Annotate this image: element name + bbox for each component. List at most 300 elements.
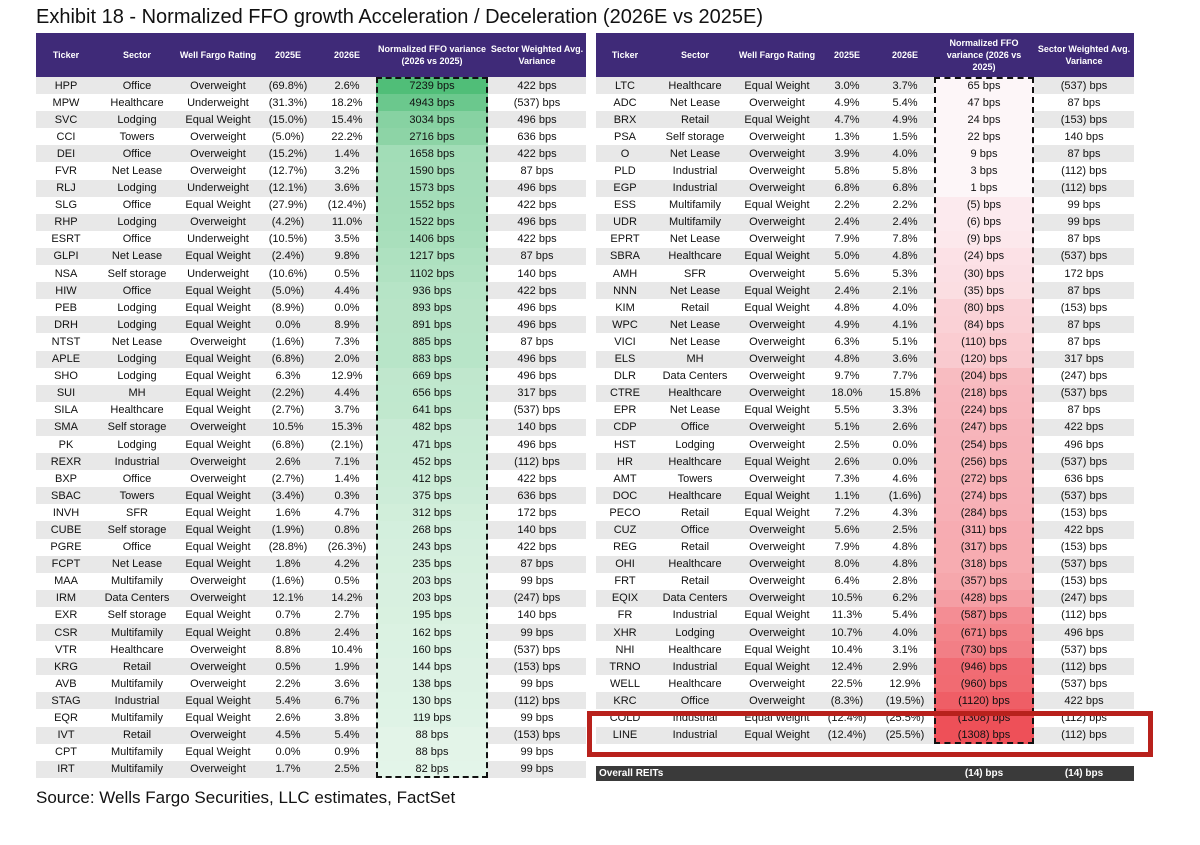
- variance-cell: 22 bps: [934, 128, 1034, 145]
- table-row: [36, 351, 586, 368]
- rating-cell: Equal Weight: [744, 113, 810, 126]
- rating-cell: Equal Weight: [744, 660, 810, 673]
- rating-cell: Overweight: [190, 592, 246, 605]
- 2025e-cell: (8.3%): [830, 694, 864, 707]
- 2026e-cell: 2.0%: [334, 353, 360, 366]
- 2025e-cell: (12.7%): [268, 165, 308, 178]
- variance-cell: 3034 bps: [376, 111, 488, 128]
- ticker-cell: O: [620, 147, 630, 160]
- rating-cell: Equal Weight: [185, 284, 251, 297]
- variance-cell: 1552 bps: [376, 197, 488, 214]
- table-row: [36, 641, 586, 658]
- variance-cell: 160 bps: [376, 641, 488, 658]
- table-row: [596, 333, 1134, 350]
- sector-cell: Multifamily: [111, 712, 163, 725]
- 2025e-cell: 0.0%: [275, 746, 301, 759]
- 2026e-cell: 7.1%: [334, 455, 360, 468]
- sector-cell: Multifamily: [111, 677, 163, 690]
- sector-avg-cell: 422 bps: [1064, 694, 1104, 707]
- sector-avg-cell: 636 bps: [517, 489, 557, 502]
- sector-avg-cell: (153) bps: [1060, 301, 1108, 314]
- variance-cell: 119 bps: [376, 709, 488, 726]
- 2026e-cell: 5.1%: [892, 335, 918, 348]
- rating-cell: Overweight: [749, 182, 805, 195]
- variance-cell: 82 bps: [376, 761, 488, 778]
- rating-cell: Overweight: [749, 592, 805, 605]
- 2025e-cell: (31.3%): [268, 96, 308, 109]
- rating-cell: Overweight: [190, 763, 246, 776]
- rating-cell: Overweight: [190, 79, 246, 92]
- rating-cell: Overweight: [749, 318, 805, 331]
- table-row: [36, 658, 586, 675]
- table-row: [596, 368, 1134, 385]
- ticker-cell: MAA: [54, 575, 78, 588]
- variance-cell: (960) bps: [934, 675, 1034, 692]
- variance-cell: (1308) bps: [934, 709, 1034, 726]
- variance-cell: 2716 bps: [376, 128, 488, 145]
- 2026e-cell: 4.4%: [334, 387, 360, 400]
- variance-cell: 243 bps: [376, 539, 488, 556]
- table-row: [596, 658, 1134, 675]
- rating-cell: Overweight: [190, 165, 246, 178]
- rating-cell: Equal Weight: [185, 404, 251, 417]
- table-row: [596, 197, 1134, 214]
- 2026e-cell: 2.2%: [892, 199, 918, 212]
- ticker-cell: WELL: [610, 677, 640, 690]
- ticker-cell: APLE: [51, 353, 81, 366]
- sector-cell: Lodging: [117, 318, 157, 331]
- 2026e-cell: 2.9%: [892, 660, 918, 673]
- variance-cell: 47 bps: [934, 94, 1034, 111]
- sector-cell: Multifamily: [111, 575, 163, 588]
- 2026e-cell: 1.9%: [334, 660, 360, 673]
- 2026e-cell: (25.5%): [885, 712, 925, 725]
- 2026e-cell: 10.4%: [331, 643, 363, 656]
- sector-avg-cell: 496 bps: [517, 318, 557, 331]
- variance-cell: (35) bps: [934, 282, 1034, 299]
- ticker-cell: HIW: [55, 284, 77, 297]
- sector-avg-cell: 496 bps: [517, 370, 557, 383]
- 2026e-cell: 15.3%: [331, 421, 363, 434]
- table-row: [36, 521, 586, 538]
- 2025e-cell: 4.8%: [834, 353, 860, 366]
- rating-cell: Equal Weight: [185, 694, 251, 707]
- variance-cell: 24 bps: [934, 111, 1034, 128]
- rating-cell: Overweight: [749, 523, 805, 536]
- ticker-cell: BRX: [613, 113, 637, 126]
- variance-cell: (24) bps: [934, 248, 1034, 265]
- sector-avg-cell: 496 bps: [517, 301, 557, 314]
- 2026e-cell: 5.4%: [892, 96, 918, 109]
- 2025e-cell: 0.0%: [275, 318, 301, 331]
- ticker-cell: SVC: [54, 113, 78, 126]
- table-row: [596, 231, 1134, 248]
- 2026e-cell: 2.4%: [892, 216, 918, 229]
- sector-avg-cell: (112) bps: [1061, 182, 1107, 195]
- rating-cell: Equal Weight: [185, 609, 251, 622]
- rating-cell: Overweight: [749, 370, 805, 383]
- table-row: [36, 214, 586, 231]
- sector-cell: SFR: [126, 506, 148, 519]
- variance-cell: 656 bps: [376, 385, 488, 402]
- variance-cell: 203 bps: [376, 590, 488, 607]
- header-ticker: Ticker: [52, 50, 80, 60]
- overall-reits-row: [596, 766, 1134, 781]
- 2025e-cell: 1.8%: [275, 558, 301, 571]
- rating-cell: Overweight: [749, 558, 805, 571]
- 2026e-cell: 7.3%: [334, 335, 360, 348]
- rating-cell: Overweight: [749, 626, 805, 639]
- sector-avg-cell: (537) bps: [1060, 643, 1108, 656]
- sector-avg-cell: (153) bps: [513, 660, 561, 673]
- 2026e-cell: 3.1%: [892, 643, 918, 656]
- rating-cell: Equal Weight: [744, 455, 810, 468]
- 2025e-cell: 1.7%: [275, 763, 301, 776]
- rating-cell: Underweight: [187, 267, 249, 280]
- ticker-cell: PLD: [614, 165, 636, 178]
- sector-avg-cell: 422 bps: [517, 284, 557, 297]
- header-sector-avg: Sector Weighted Avg. Variance: [1037, 44, 1131, 66]
- rating-cell: Equal Weight: [185, 558, 251, 571]
- table-row: [36, 709, 586, 726]
- 2025e-cell: (1.6%): [271, 575, 305, 588]
- 2025e-cell: (2.7%): [271, 472, 305, 485]
- ticker-cell: PEB: [54, 301, 77, 314]
- sector-cell: Office: [680, 421, 710, 434]
- 2025e-cell: (69.8%): [268, 79, 308, 92]
- 2025e-cell: 10.4%: [831, 643, 863, 656]
- variance-cell: (84) bps: [934, 316, 1034, 333]
- ticker-cell: ESS: [613, 199, 636, 212]
- table-row: [36, 539, 586, 556]
- rating-cell: Equal Weight: [185, 387, 251, 400]
- variance-cell: 482 bps: [376, 419, 488, 436]
- rating-cell: Equal Weight: [185, 353, 251, 366]
- 2026e-cell: 18.2%: [331, 96, 363, 109]
- sector-cell: Industrial: [114, 694, 160, 707]
- rating-cell: Overweight: [190, 472, 246, 485]
- rating-cell: Overweight: [190, 455, 246, 468]
- sector-avg-cell: (153) bps: [1060, 575, 1108, 588]
- rating-cell: Equal Weight: [185, 626, 251, 639]
- table-row: [596, 504, 1134, 521]
- ticker-cell: CSR: [54, 626, 78, 639]
- 2026e-cell: 5.8%: [892, 165, 918, 178]
- 2026e-cell: 0.8%: [334, 523, 360, 536]
- header-2025e: 2025E: [274, 50, 302, 60]
- table-row: [596, 265, 1134, 282]
- ticker-cell: SMA: [54, 421, 78, 434]
- 2026e-cell: 2.8%: [892, 575, 918, 588]
- 2026e-cell: (1.6%): [888, 489, 922, 502]
- 2026e-cell: 3.6%: [334, 182, 360, 195]
- ticker-cell: IRM: [55, 592, 77, 605]
- ticker-cell: CPT: [55, 746, 77, 759]
- rating-cell: Equal Weight: [185, 370, 251, 383]
- rating-cell: Equal Weight: [744, 643, 810, 656]
- rating-cell: Equal Weight: [744, 506, 810, 519]
- header-2025e: 2025E: [833, 50, 861, 60]
- sector-cell: Retail: [680, 113, 710, 126]
- variance-cell: 235 bps: [376, 556, 488, 573]
- table-row: [36, 111, 586, 128]
- right-table-body: [596, 77, 1134, 744]
- 2025e-cell: 2.5%: [834, 438, 860, 451]
- sector-cell: Office: [122, 233, 152, 246]
- sector-cell: Net Lease: [111, 558, 163, 571]
- sector-cell: Industrial: [114, 455, 160, 468]
- 2025e-cell: 2.2%: [275, 677, 301, 690]
- ticker-cell: NTST: [51, 335, 81, 348]
- rating-cell: Equal Weight: [185, 489, 251, 502]
- 2026e-cell: 4.0%: [892, 626, 918, 639]
- exhibit-title: Exhibit 18 - Normalized FFO growth Acceleration / Deceleration (2026E vs 2025E): [36, 6, 764, 28]
- variance-cell: 1406 bps: [376, 231, 488, 248]
- variance-cell: (110) bps: [934, 333, 1034, 350]
- sector-avg-cell: 87 bps: [1067, 318, 1101, 331]
- sector-avg-cell: (537) bps: [1060, 250, 1108, 263]
- 2025e-cell: 4.5%: [275, 729, 301, 742]
- 2026e-cell: 4.8%: [892, 558, 918, 571]
- 2026e-cell: 15.8%: [889, 387, 921, 400]
- ticker-cell: STAG: [51, 694, 81, 707]
- table-row: [36, 385, 586, 402]
- sector-avg-cell: (537) bps: [513, 404, 561, 417]
- ticker-cell: LINE: [612, 729, 638, 742]
- 2026e-cell: 0.3%: [334, 489, 360, 502]
- 2025e-cell: 1.3%: [834, 130, 860, 143]
- 2025e-cell: (12.4%): [827, 729, 867, 742]
- table-row: [36, 556, 586, 573]
- header-ticker: Ticker: [611, 50, 639, 60]
- header-sector: Sector: [122, 50, 151, 60]
- rating-cell: Overweight: [749, 421, 805, 434]
- 2026e-cell: 5.4%: [334, 729, 360, 742]
- ticker-cell: EXR: [54, 609, 78, 622]
- sector-avg-cell: 422 bps: [1064, 421, 1104, 434]
- rating-cell: Equal Weight: [744, 284, 810, 297]
- 2025e-cell: (2.7%): [271, 404, 305, 417]
- sector-avg-cell: 496 bps: [517, 182, 557, 195]
- 2025e-cell: (15.0%): [268, 113, 308, 126]
- table-row: [596, 607, 1134, 624]
- rating-cell: Equal Weight: [185, 318, 251, 331]
- table-row: [36, 94, 586, 111]
- variance-cell: (5) bps: [934, 197, 1034, 214]
- 2026e-cell: 1.5%: [892, 130, 918, 143]
- rating-cell: Overweight: [749, 438, 805, 451]
- right-table-header: [596, 33, 1134, 77]
- table-row: [36, 248, 586, 265]
- sector-cell: Industrial: [672, 660, 718, 673]
- ticker-cell: XHR: [613, 626, 637, 639]
- 2025e-cell: 5.5%: [834, 404, 860, 417]
- rating-cell: Equal Weight: [185, 506, 251, 519]
- ticker-cell: REXR: [50, 455, 82, 468]
- table-row: [596, 402, 1134, 419]
- sector-cell: Lodging: [117, 216, 157, 229]
- sector-cell: Industrial: [672, 182, 718, 195]
- sector-cell: Retail: [122, 729, 152, 742]
- sector-cell: Healthcare: [110, 96, 164, 109]
- sector-avg-cell: 87 bps: [520, 165, 554, 178]
- ticker-cell: SHO: [54, 370, 78, 383]
- 2026e-cell: 6.7%: [334, 694, 360, 707]
- table-row: [36, 299, 586, 316]
- sector-avg-cell: 87 bps: [1067, 284, 1101, 297]
- sector-avg-cell: 87 bps: [520, 335, 554, 348]
- cold-line-highlight-box: [587, 711, 1153, 757]
- sector-avg-cell: 99 bps: [520, 575, 554, 588]
- 2026e-cell: 15.4%: [331, 113, 363, 126]
- sector-avg-cell: 317 bps: [517, 387, 557, 400]
- variance-cell: (946) bps: [934, 658, 1034, 675]
- ticker-cell: CDP: [613, 421, 637, 434]
- 2026e-cell: 4.9%: [892, 113, 918, 126]
- rating-cell: Overweight: [749, 575, 805, 588]
- 2026e-cell: 4.6%: [892, 472, 918, 485]
- table-row: [36, 590, 586, 607]
- table-row: [36, 265, 586, 282]
- ticker-cell: BXP: [54, 472, 77, 485]
- ticker-cell: PECO: [609, 506, 641, 519]
- header-sector-avg: Sector Weighted Avg. Variance: [490, 44, 584, 66]
- sector-cell: Multifamily: [111, 763, 163, 776]
- 2026e-cell: 3.6%: [892, 353, 918, 366]
- variance-cell: 7239 bps: [376, 77, 488, 94]
- ticker-cell: NSA: [54, 267, 78, 280]
- rating-cell: Overweight: [749, 387, 805, 400]
- overall-label: Overall REITs: [599, 767, 664, 779]
- 2025e-cell: 1.6%: [275, 506, 301, 519]
- 2025e-cell: 22.5%: [831, 677, 863, 690]
- table-row: [36, 316, 586, 333]
- rating-cell: Equal Weight: [185, 541, 251, 554]
- ticker-cell: PGRE: [50, 541, 82, 554]
- variance-cell: 4943 bps: [376, 94, 488, 111]
- variance-cell: 1 bps: [934, 180, 1034, 197]
- variance-cell: 1522 bps: [376, 214, 488, 231]
- ticker-cell: PK: [58, 438, 74, 451]
- sector-avg-cell: 422 bps: [517, 233, 557, 246]
- 2026e-cell: 4.8%: [892, 541, 918, 554]
- sector-avg-cell: 87 bps: [1067, 233, 1101, 246]
- sector-cell: Office: [122, 147, 152, 160]
- rating-cell: Overweight: [749, 335, 805, 348]
- 2026e-cell: 2.1%: [892, 284, 918, 297]
- sector-avg-cell: (537) bps: [1060, 489, 1108, 502]
- rating-cell: Equal Weight: [185, 746, 251, 759]
- 2025e-cell: 5.6%: [834, 523, 860, 536]
- 2025e-cell: (3.4%): [271, 489, 305, 502]
- header-variance: Normalized FFO variance (2026 vs 2025): [946, 38, 1022, 72]
- variance-cell: (311) bps: [934, 521, 1034, 538]
- 2026e-cell: 7.7%: [892, 370, 918, 383]
- table-row: [36, 419, 586, 436]
- variance-cell: 885 bps: [376, 333, 488, 350]
- table-row: [36, 573, 586, 590]
- sector-cell: Multifamily: [669, 199, 721, 212]
- sector-cell: Healthcare: [668, 677, 722, 690]
- variance-cell: (247) bps: [934, 419, 1034, 436]
- table-row: [36, 692, 586, 709]
- table-row: [36, 402, 586, 419]
- 2025e-cell: 12.4%: [831, 660, 863, 673]
- ticker-cell: SILA: [54, 404, 78, 417]
- 2025e-cell: 9.7%: [834, 370, 860, 383]
- sector-cell: Office: [122, 472, 152, 485]
- sector-cell: Multifamily: [669, 216, 721, 229]
- sector-cell: Self storage: [107, 609, 167, 622]
- 2026e-cell: 4.2%: [334, 558, 360, 571]
- sector-avg-cell: 99 bps: [520, 712, 554, 725]
- ticker-cell: EPRT: [610, 233, 640, 246]
- sector-cell: Industrial: [672, 609, 718, 622]
- 2025e-cell: (5.0%): [271, 284, 305, 297]
- variance-cell: 375 bps: [376, 487, 488, 504]
- rating-cell: Overweight: [749, 147, 805, 160]
- sector-cell: Lodging: [117, 370, 157, 383]
- overall-sector-avg: (14) bps: [1064, 767, 1104, 779]
- sector-cell: Towers: [119, 489, 155, 502]
- 2026e-cell: 3.6%: [334, 677, 360, 690]
- variance-cell: (317) bps: [934, 539, 1034, 556]
- ticker-cell: ELS: [614, 353, 636, 366]
- variance-cell: (224) bps: [934, 402, 1034, 419]
- 2026e-cell: (26.3%): [327, 541, 367, 554]
- sector-cell: Office: [122, 284, 152, 297]
- sector-avg-cell: (537) bps: [1060, 79, 1108, 92]
- variance-cell: (357) bps: [934, 573, 1034, 590]
- rating-cell: Equal Weight: [185, 199, 251, 212]
- table-row: [36, 180, 586, 197]
- variance-cell: (1120) bps: [934, 692, 1034, 709]
- 2026e-cell: 12.9%: [331, 370, 363, 383]
- 2025e-cell: (6.8%): [271, 353, 305, 366]
- rating-cell: Equal Weight: [185, 523, 251, 536]
- 2025e-cell: 5.8%: [834, 165, 860, 178]
- rating-cell: Overweight: [190, 677, 246, 690]
- ticker-cell: AMH: [612, 267, 638, 280]
- table-row: [596, 573, 1134, 590]
- left-table: [36, 33, 586, 778]
- variance-cell: 268 bps: [376, 521, 488, 538]
- table-row: [36, 333, 586, 350]
- ticker-cell: NHI: [615, 643, 635, 656]
- sector-avg-cell: (153) bps: [1060, 541, 1108, 554]
- sector-cell: Data Centers: [662, 370, 728, 383]
- table-row: [596, 128, 1134, 145]
- sector-cell: Self storage: [107, 267, 167, 280]
- ticker-cell: FR: [617, 609, 633, 622]
- rating-cell: Equal Weight: [744, 250, 810, 263]
- table-row: [596, 214, 1134, 231]
- 2026e-cell: 6.8%: [892, 182, 918, 195]
- ticker-cell: HST: [614, 438, 636, 451]
- rating-cell: Overweight: [749, 541, 805, 554]
- variance-cell: (318) bps: [934, 556, 1034, 573]
- table-row: [596, 248, 1134, 265]
- 2026e-cell: 2.4%: [334, 626, 360, 639]
- table-row: [36, 436, 586, 453]
- table-row: [596, 419, 1134, 436]
- 2025e-cell: 6.8%: [834, 182, 860, 195]
- rating-cell: Equal Weight: [185, 438, 251, 451]
- rating-cell: Underweight: [187, 96, 249, 109]
- table-row: [596, 282, 1134, 299]
- 2025e-cell: 6.3%: [275, 370, 301, 383]
- variance-cell: 891 bps: [376, 316, 488, 333]
